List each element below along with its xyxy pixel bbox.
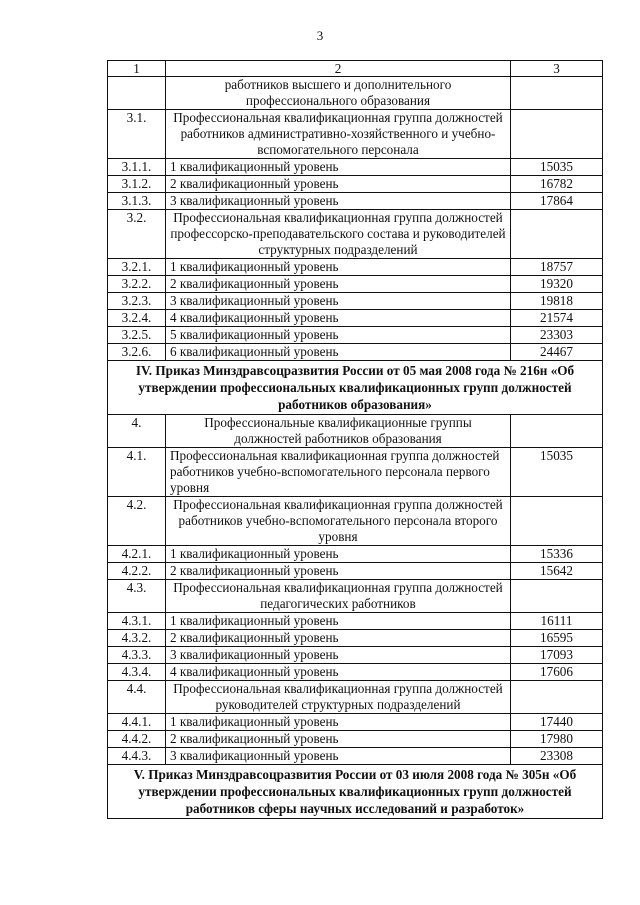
- row-number: 4.2.1.: [108, 546, 166, 563]
- level-name: 4 квалификационный уровень: [166, 310, 511, 327]
- page-number: 3: [316, 28, 324, 43]
- table-row: [108, 159, 603, 176]
- table-row: [108, 546, 603, 563]
- salary-value: [511, 681, 603, 714]
- table-row: [108, 580, 603, 613]
- table-row: [108, 276, 603, 293]
- row-number: 4.3.: [108, 580, 166, 613]
- salary-value: 23308: [511, 748, 603, 765]
- salary-value: 15035: [511, 159, 603, 176]
- header-col-2: 2: [166, 61, 511, 77]
- header-col-3: 3: [511, 61, 603, 77]
- group-name: Профессиональная квалификационная группа должностей работников учебно-вспомогательного персонала первого уровня: [166, 448, 511, 497]
- table-row: [108, 731, 603, 748]
- level-name: 1 квалификационный уровень: [166, 159, 511, 176]
- table-row: [108, 110, 603, 159]
- table-row: [108, 448, 603, 497]
- group-name-continued: работников высшего и дополнительного профессионального образования: [166, 77, 511, 110]
- salary-value: 17864: [511, 193, 603, 210]
- row-number: 4.4.1.: [108, 714, 166, 731]
- row-number: 4.4.3.: [108, 748, 166, 765]
- level-name: 2 квалификационный уровень: [166, 630, 511, 647]
- row-number: 4.4.2.: [108, 731, 166, 748]
- level-name: 3 квалификационный уровень: [166, 193, 511, 210]
- salary-value: 24467: [511, 344, 603, 361]
- row-number: 3.2.: [108, 210, 166, 259]
- table-row: [108, 176, 603, 193]
- level-name: 2 квалификационный уровень: [166, 276, 511, 293]
- salary-value: 23303: [511, 327, 603, 344]
- level-name: 4 квалификационный уровень: [166, 664, 511, 681]
- row-number: 3.2.5.: [108, 327, 166, 344]
- row-number: 3.1.2.: [108, 176, 166, 193]
- row-number: 3.2.1.: [108, 259, 166, 276]
- salary-table: [107, 60, 603, 819]
- row-number: [108, 77, 166, 110]
- level-name: 3 квалификационный уровень: [166, 293, 511, 310]
- level-name: 2 квалификационный уровень: [166, 731, 511, 748]
- salary-value: [511, 415, 603, 448]
- table-row: [108, 293, 603, 310]
- table-row: [108, 563, 603, 580]
- salary-value: 17440: [511, 714, 603, 731]
- row-number: 4.2.: [108, 497, 166, 546]
- row-number: 3.2.3.: [108, 293, 166, 310]
- group-name: Профессиональная квалификационная группа должностей педагогических работников: [166, 580, 511, 613]
- salary-value: 19320: [511, 276, 603, 293]
- group-name: Профессиональная квалификационная группа должностей работников административно-хозяйственного и учебно-вспомогательного персонала: [166, 110, 511, 159]
- table-row: [108, 210, 603, 259]
- row-number: 3.2.4.: [108, 310, 166, 327]
- table-row: [108, 714, 603, 731]
- salary-value: 19818: [511, 293, 603, 310]
- row-number: 4.: [108, 415, 166, 448]
- level-name: 1 квалификационный уровень: [166, 613, 511, 630]
- salary-value: 16111: [511, 613, 603, 630]
- salary-value: 16782: [511, 176, 603, 193]
- salary-value: 15336: [511, 546, 603, 563]
- row-number: 4.3.3.: [108, 647, 166, 664]
- level-name: 5 квалификационный уровень: [166, 327, 511, 344]
- row-number: 4.3.1.: [108, 613, 166, 630]
- salary-value: 18757: [511, 259, 603, 276]
- salary-value: 21574: [511, 310, 603, 327]
- level-name: 3 квалификационный уровень: [166, 647, 511, 664]
- row-number: 4.3.4.: [108, 664, 166, 681]
- section-heading-row: [108, 361, 603, 415]
- table-row: [108, 647, 603, 664]
- salary-value: [511, 77, 603, 110]
- row-number: 4.4.: [108, 681, 166, 714]
- level-name: 3 квалификационный уровень: [166, 748, 511, 765]
- section-heading: IV. Приказ Минздравсоцразвития России от 05 мая 2008 года № 216н «Об утверждении профессиональных квалификационных групп должностей работников образования»: [108, 361, 603, 415]
- group-name: Профессиональная квалификационная группа должностей профессорско-преподавательского состава и руководителей структурных подразделений: [166, 210, 511, 259]
- row-number: 4.1.: [108, 448, 166, 497]
- table-row: [108, 77, 603, 110]
- table-row: [108, 613, 603, 630]
- salary-value: [511, 497, 603, 546]
- table-row: [108, 681, 603, 714]
- row-number: 3.1.3.: [108, 193, 166, 210]
- table-row: [108, 748, 603, 765]
- salary-value: 15035: [511, 448, 603, 497]
- salary-value: [511, 210, 603, 259]
- salary-value: 17606: [511, 664, 603, 681]
- section-heading-row: [108, 765, 603, 819]
- table-row: [108, 327, 603, 344]
- row-number: 3.2.6.: [108, 344, 166, 361]
- level-name: 1 квалификационный уровень: [166, 546, 511, 563]
- level-name: 1 квалификационный уровень: [166, 714, 511, 731]
- table-row: [108, 344, 603, 361]
- section-heading: V. Приказ Минздравсоцразвития России от 03 июля 2008 года № 305н «Об утверждении профессиональных квалификационных групп должностей работников сферы научных исследований и разработок»: [108, 765, 603, 819]
- salary-value: 16595: [511, 630, 603, 647]
- table-row: [108, 193, 603, 210]
- salary-value: 15642: [511, 563, 603, 580]
- level-name: 6 квалификационный уровень: [166, 344, 511, 361]
- row-number: 4.2.2.: [108, 563, 166, 580]
- salary-value: [511, 580, 603, 613]
- table-row: [108, 664, 603, 681]
- salary-value: 17093: [511, 647, 603, 664]
- group-name: Профессиональная квалификационная группа должностей работников учебно-вспомогательного персонала второго уровня: [166, 497, 511, 546]
- group-name: Профессиональные квалификационные группы должностей работников образования: [166, 415, 511, 448]
- level-name: 1 квалификационный уровень: [166, 259, 511, 276]
- level-name: 2 квалификационный уровень: [166, 176, 511, 193]
- group-name: Профессиональная квалификационная группа должностей руководителей структурных подразделений: [166, 681, 511, 714]
- salary-value: [511, 110, 603, 159]
- row-number: 4.3.2.: [108, 630, 166, 647]
- table-row: [108, 259, 603, 276]
- header-col-1: 1: [108, 61, 166, 77]
- level-name: 2 квалификационный уровень: [166, 563, 511, 580]
- table-row: [108, 497, 603, 546]
- table-row: [108, 310, 603, 327]
- row-number: 3.1.1.: [108, 159, 166, 176]
- table-header-row: [108, 61, 603, 77]
- row-number: 3.1.: [108, 110, 166, 159]
- table-row: [108, 630, 603, 647]
- salary-value: 17980: [511, 731, 603, 748]
- table-row: [108, 415, 603, 448]
- row-number: 3.2.2.: [108, 276, 166, 293]
